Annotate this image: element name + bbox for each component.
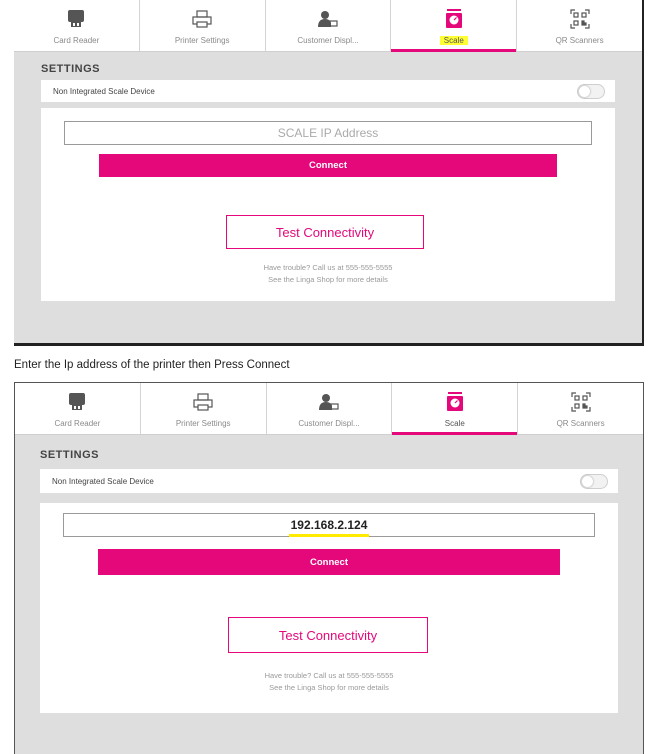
help-text xyxy=(41,262,615,286)
connect-button[interactable]: Connect xyxy=(98,549,560,575)
tab-label: Card Reader xyxy=(53,36,100,45)
settings-tab-bar xyxy=(15,383,643,435)
device-toggle[interactable] xyxy=(580,474,608,489)
scale-device-row xyxy=(41,80,615,102)
customer-display-icon xyxy=(316,8,340,30)
tab-scale[interactable] xyxy=(391,0,517,51)
tab-qr-scanners[interactable] xyxy=(518,383,643,434)
tab-customer-display[interactable] xyxy=(267,383,393,434)
connect-button[interactable]: Connect xyxy=(99,154,557,177)
help-line-phone: Have trouble? Call us at 555-555-5555 xyxy=(264,671,394,680)
test-connectivity-button[interactable]: Test Connectivity xyxy=(226,215,424,249)
device-name: Non Integrated Scale Device xyxy=(52,476,154,486)
tab-label: Customer Displ... xyxy=(297,36,359,45)
instruction-caption: Enter the Ip address of the printer then Press Connect xyxy=(14,359,290,371)
toggle-knob xyxy=(579,86,590,97)
customer-display-icon xyxy=(317,391,341,413)
tab-label: QR Scanners xyxy=(555,36,604,45)
help-line-phone: Have trouble? Call us at 555-555-5555 xyxy=(263,263,393,272)
scale-device-row xyxy=(40,469,618,493)
device-toggle[interactable] xyxy=(577,84,605,99)
tab-label: Customer Displ... xyxy=(298,419,360,428)
tab-label: Scale xyxy=(444,419,465,428)
tab-card-reader[interactable] xyxy=(15,383,141,434)
scale-config-card xyxy=(40,503,618,713)
tab-label: Printer Settings xyxy=(174,36,230,45)
scale-config-card xyxy=(41,108,615,301)
help-line-shop: See the Linga Shop for more details xyxy=(269,683,389,692)
card-reader-icon xyxy=(65,391,89,413)
qr-code-icon xyxy=(569,391,593,413)
settings-tab-bar xyxy=(14,0,642,52)
tab-label: Scale xyxy=(440,36,468,45)
tab-label: Printer Settings xyxy=(175,419,231,428)
settings-heading: SETTINGS xyxy=(40,449,100,461)
device-name: Non Integrated Scale Device xyxy=(53,86,155,96)
tab-label: QR Scanners xyxy=(556,419,605,428)
help-text xyxy=(40,670,618,694)
qr-code-icon xyxy=(568,8,592,30)
scale-ip-input[interactable] xyxy=(64,121,592,145)
card-reader-icon xyxy=(64,8,88,30)
tab-customer-display[interactable] xyxy=(266,0,392,51)
scale-icon xyxy=(443,391,467,413)
settings-heading: SETTINGS xyxy=(41,63,101,75)
screenshot-before xyxy=(14,0,644,346)
test-connectivity-button[interactable]: Test Connectivity xyxy=(228,617,428,653)
printer-icon xyxy=(190,8,214,30)
tab-printer-settings[interactable] xyxy=(141,383,267,434)
tab-scale[interactable] xyxy=(392,383,518,434)
tab-card-reader[interactable] xyxy=(14,0,140,51)
printer-icon xyxy=(191,391,215,413)
toggle-knob xyxy=(582,476,593,487)
screenshot-after xyxy=(14,382,644,754)
scale-ip-value: 192.168.2.124 xyxy=(290,518,368,532)
scale-icon xyxy=(442,8,466,30)
tab-qr-scanners[interactable] xyxy=(517,0,642,51)
tab-printer-settings[interactable] xyxy=(140,0,266,51)
help-line-shop: See the Linga Shop for more details xyxy=(268,275,388,284)
scale-ip-input[interactable] xyxy=(63,513,595,537)
tab-label: Card Reader xyxy=(54,419,101,428)
